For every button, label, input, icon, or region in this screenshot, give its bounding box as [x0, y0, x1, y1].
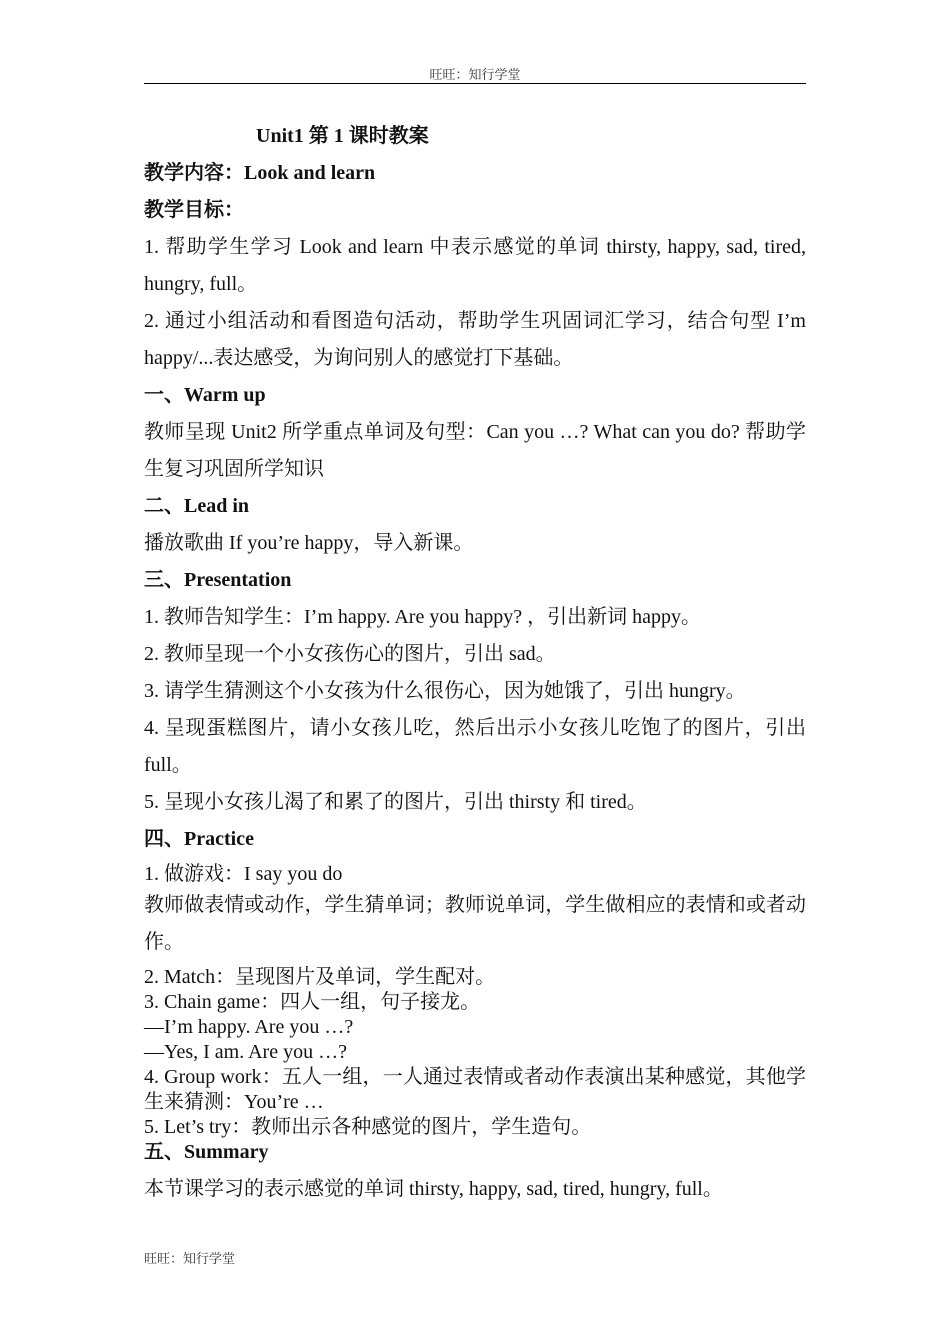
practice-game-text: 教师做表情或动作，学生猜单词；教师说单词，学生做相应的表情和或者动作。	[144, 894, 806, 953]
presentation-item: 4. 呈现蛋糕图片，请小女孩儿吃，然后出示小女孩儿吃饱了的图片，引出 full。	[144, 717, 806, 776]
teaching-content: 教学内容：Look and learn	[144, 162, 376, 184]
summary-text: 本节课学习的表示感觉的单词 thirsty, happy, sad, tired, hungry, full。	[144, 1178, 723, 1200]
section-heading-leadin: 二、Lead in	[144, 495, 250, 517]
section-heading-practice: 四、Practice	[144, 828, 254, 850]
presentation-item: 1. 教师告知学生：I’m happy. Are you happy? ，引出新词 happy。	[144, 606, 701, 628]
goals-heading: 教学目标：	[144, 199, 244, 221]
page-footer: 旺旺：知行学堂	[144, 1252, 236, 1267]
goal-item: 2. 通过小组活动和看图造句活动，帮助学生巩固词汇学习，结合句型 I’m happy/...表达感受，为询问别人的感觉打下基础。	[144, 310, 806, 369]
section-heading-presentation: 三、Presentation	[144, 569, 292, 591]
practice-dialogue: —I’m happy. Are you …?	[144, 1016, 354, 1038]
practice-item: 2. Match：呈现图片及单词，学生配对。	[144, 966, 496, 988]
leadin-text: 播放歌曲 If you’re happy，导入新课。	[144, 532, 474, 554]
practice-item: 4. Group work：五人一组，一人通过表情或者动作表演出某种感觉，其他学生来猜测：You’re …	[144, 1066, 806, 1113]
section-heading-warmup: 一、Warm up	[144, 384, 266, 406]
practice-dialogue: —Yes, I am. Are you …?	[144, 1041, 347, 1063]
page-header: 旺旺：知行学堂	[429, 68, 521, 83]
goal-item: 1. 帮助学生学习 Look and learn 中表示感觉的单词 thirsty, happy, sad, tired, hungry, full。	[144, 236, 806, 295]
document-title: Unit1 第 1 课时教案	[256, 125, 429, 147]
practice-item: 3. Chain game：四人一组，句子接龙。	[144, 991, 481, 1013]
presentation-item: 5. 呈现小女孩儿渴了和累了的图片，引出 thirsty 和 tired。	[144, 791, 647, 813]
section-heading-summary: 五、Summary	[144, 1141, 269, 1163]
practice-item: 5. Let’s try：教师出示各种感觉的图片，学生造句。	[144, 1116, 592, 1138]
header-divider	[144, 83, 806, 84]
practice-game-title: 1. 做游戏：I say you do	[144, 863, 343, 885]
presentation-item: 3. 请学生猜测这个小女孩为什么很伤心，因为她饿了，引出 hungry。	[144, 680, 746, 702]
presentation-item: 2. 教师呈现一个小女孩伤心的图片，引出 sad。	[144, 643, 556, 665]
lesson-plan-body	[144, 118, 806, 1208]
warmup-text: 教师呈现 Unit2 所学重点单词及句型：Can you …? What can you do? 帮助学生复习巩固所学知识	[144, 421, 806, 480]
